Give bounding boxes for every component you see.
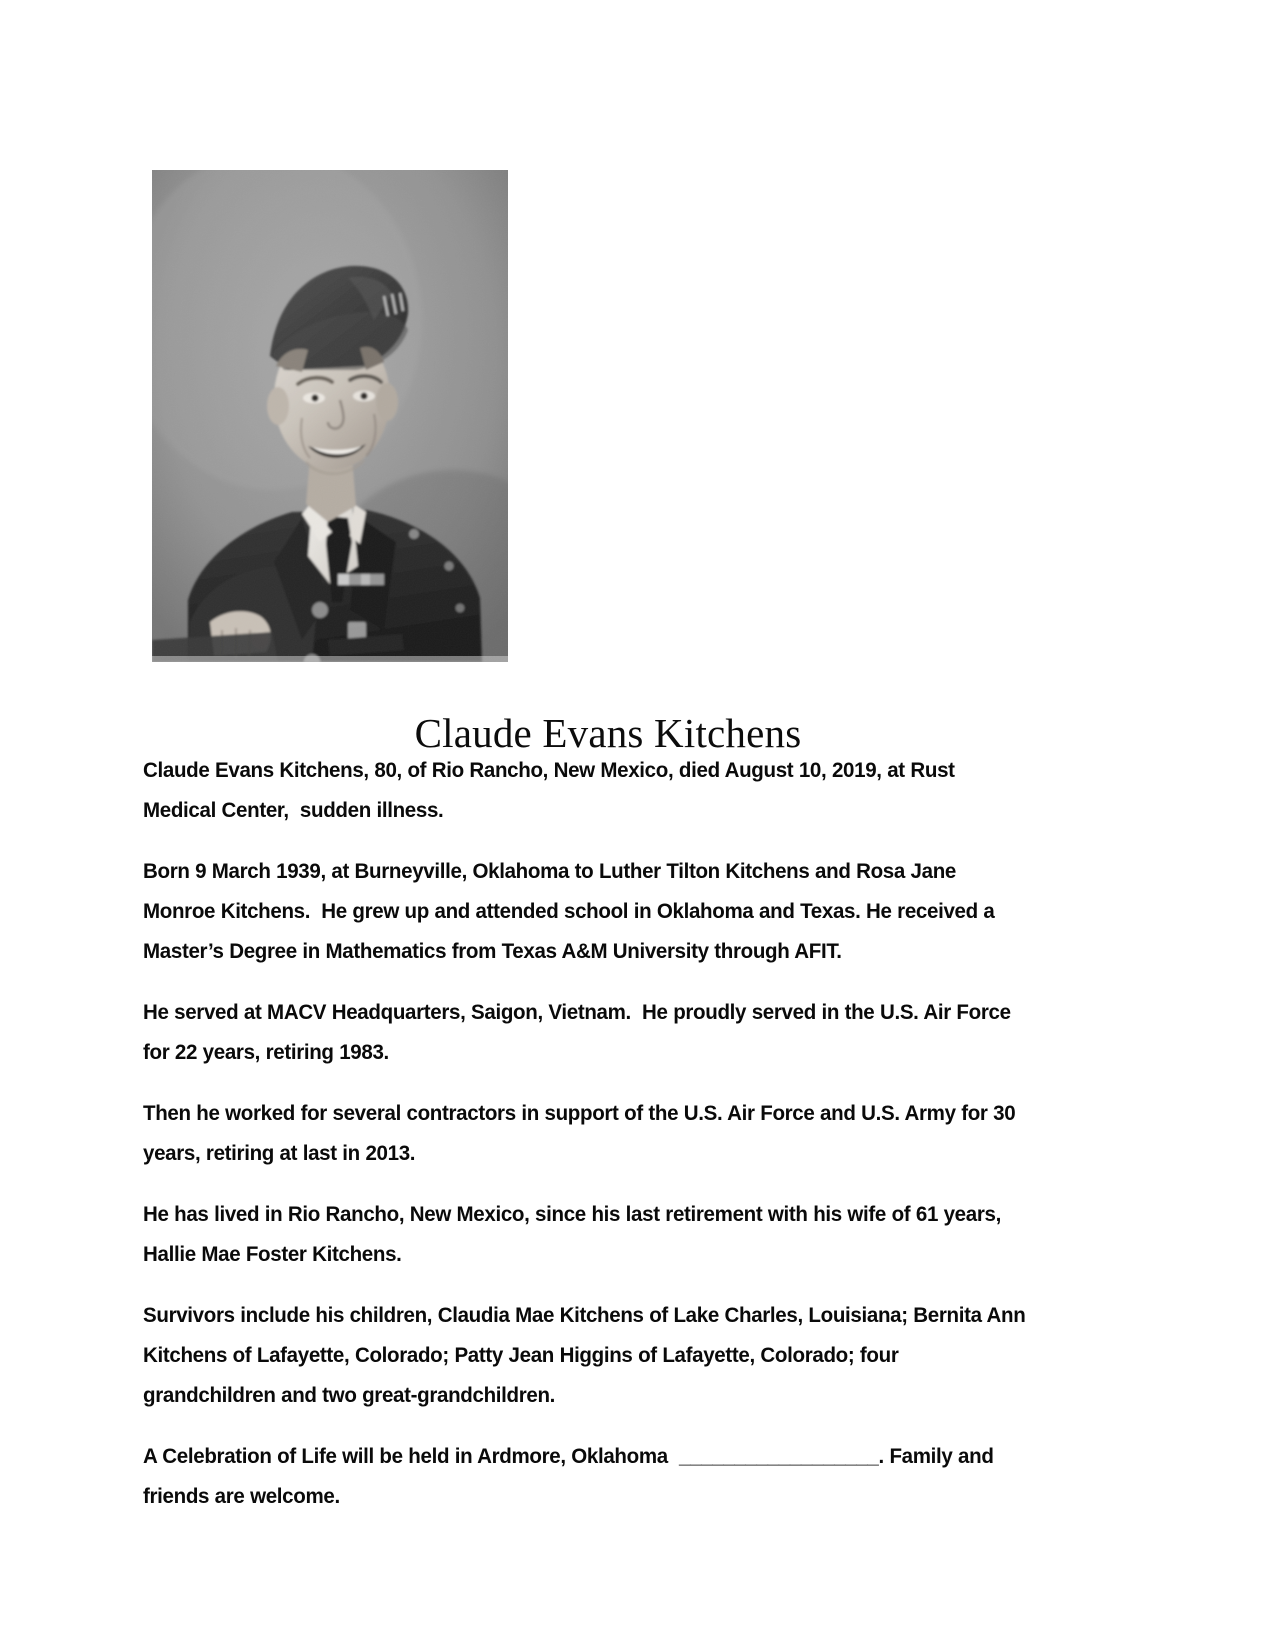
portrait-photo — [152, 170, 508, 662]
obituary-paragraph-2: Born 9 March 1939, at Burneyville, Oklahoma to Luther Tilton Kitchens and Rosa Jane Monroe Kitchens. He grew up and attended school in Oklahoma and Texas. He received a Master’s Degree in Mathematics from Texas A&M University through AFIT. — [143, 859, 1001, 963]
portrait-photo-frame — [152, 170, 508, 662]
obituary-paragraph-4: Then he worked for several contractors in support of the U.S. Air Force and U.S. Army for 30 years, retiring at last in 2013. — [143, 1101, 1021, 1165]
obituary-body — [143, 750, 1075, 1516]
obituary-paragraph-7: A Celebration of Life will be held in Ardmore, Oklahoma __________________. Family and friends are welcome. — [143, 1444, 1000, 1508]
obituary-paragraph-3: He served at MACV Headquarters, Saigon, Vietnam. He proudly served in the U.S. Air Force for 22 years, retiring 1983. — [143, 1000, 1017, 1064]
page-title: Claude Evans Kitchens — [414, 710, 802, 757]
obituary-paragraph-6: Survivors include his children, Claudia Mae Kitchens of Lake Charles, Louisiana; Bernita Ann Kitchens of Lafayette, Colorado; Patty Jean Higgins of Lafayette, Colorado; four grandchildren and two great-grandchildren. — [143, 1303, 1031, 1407]
obituary-paragraph-1: Claude Evans Kitchens, 80, of Rio Rancho, New Mexico, died August 10, 2019, at Rust Medical Center, sudden illness. — [143, 758, 961, 822]
obituary-paragraph-5: He has lived in Rio Rancho, New Mexico, since his last retirement with his wife of 61 years, Hallie Mae Foster Kitchens. — [143, 1202, 1007, 1266]
